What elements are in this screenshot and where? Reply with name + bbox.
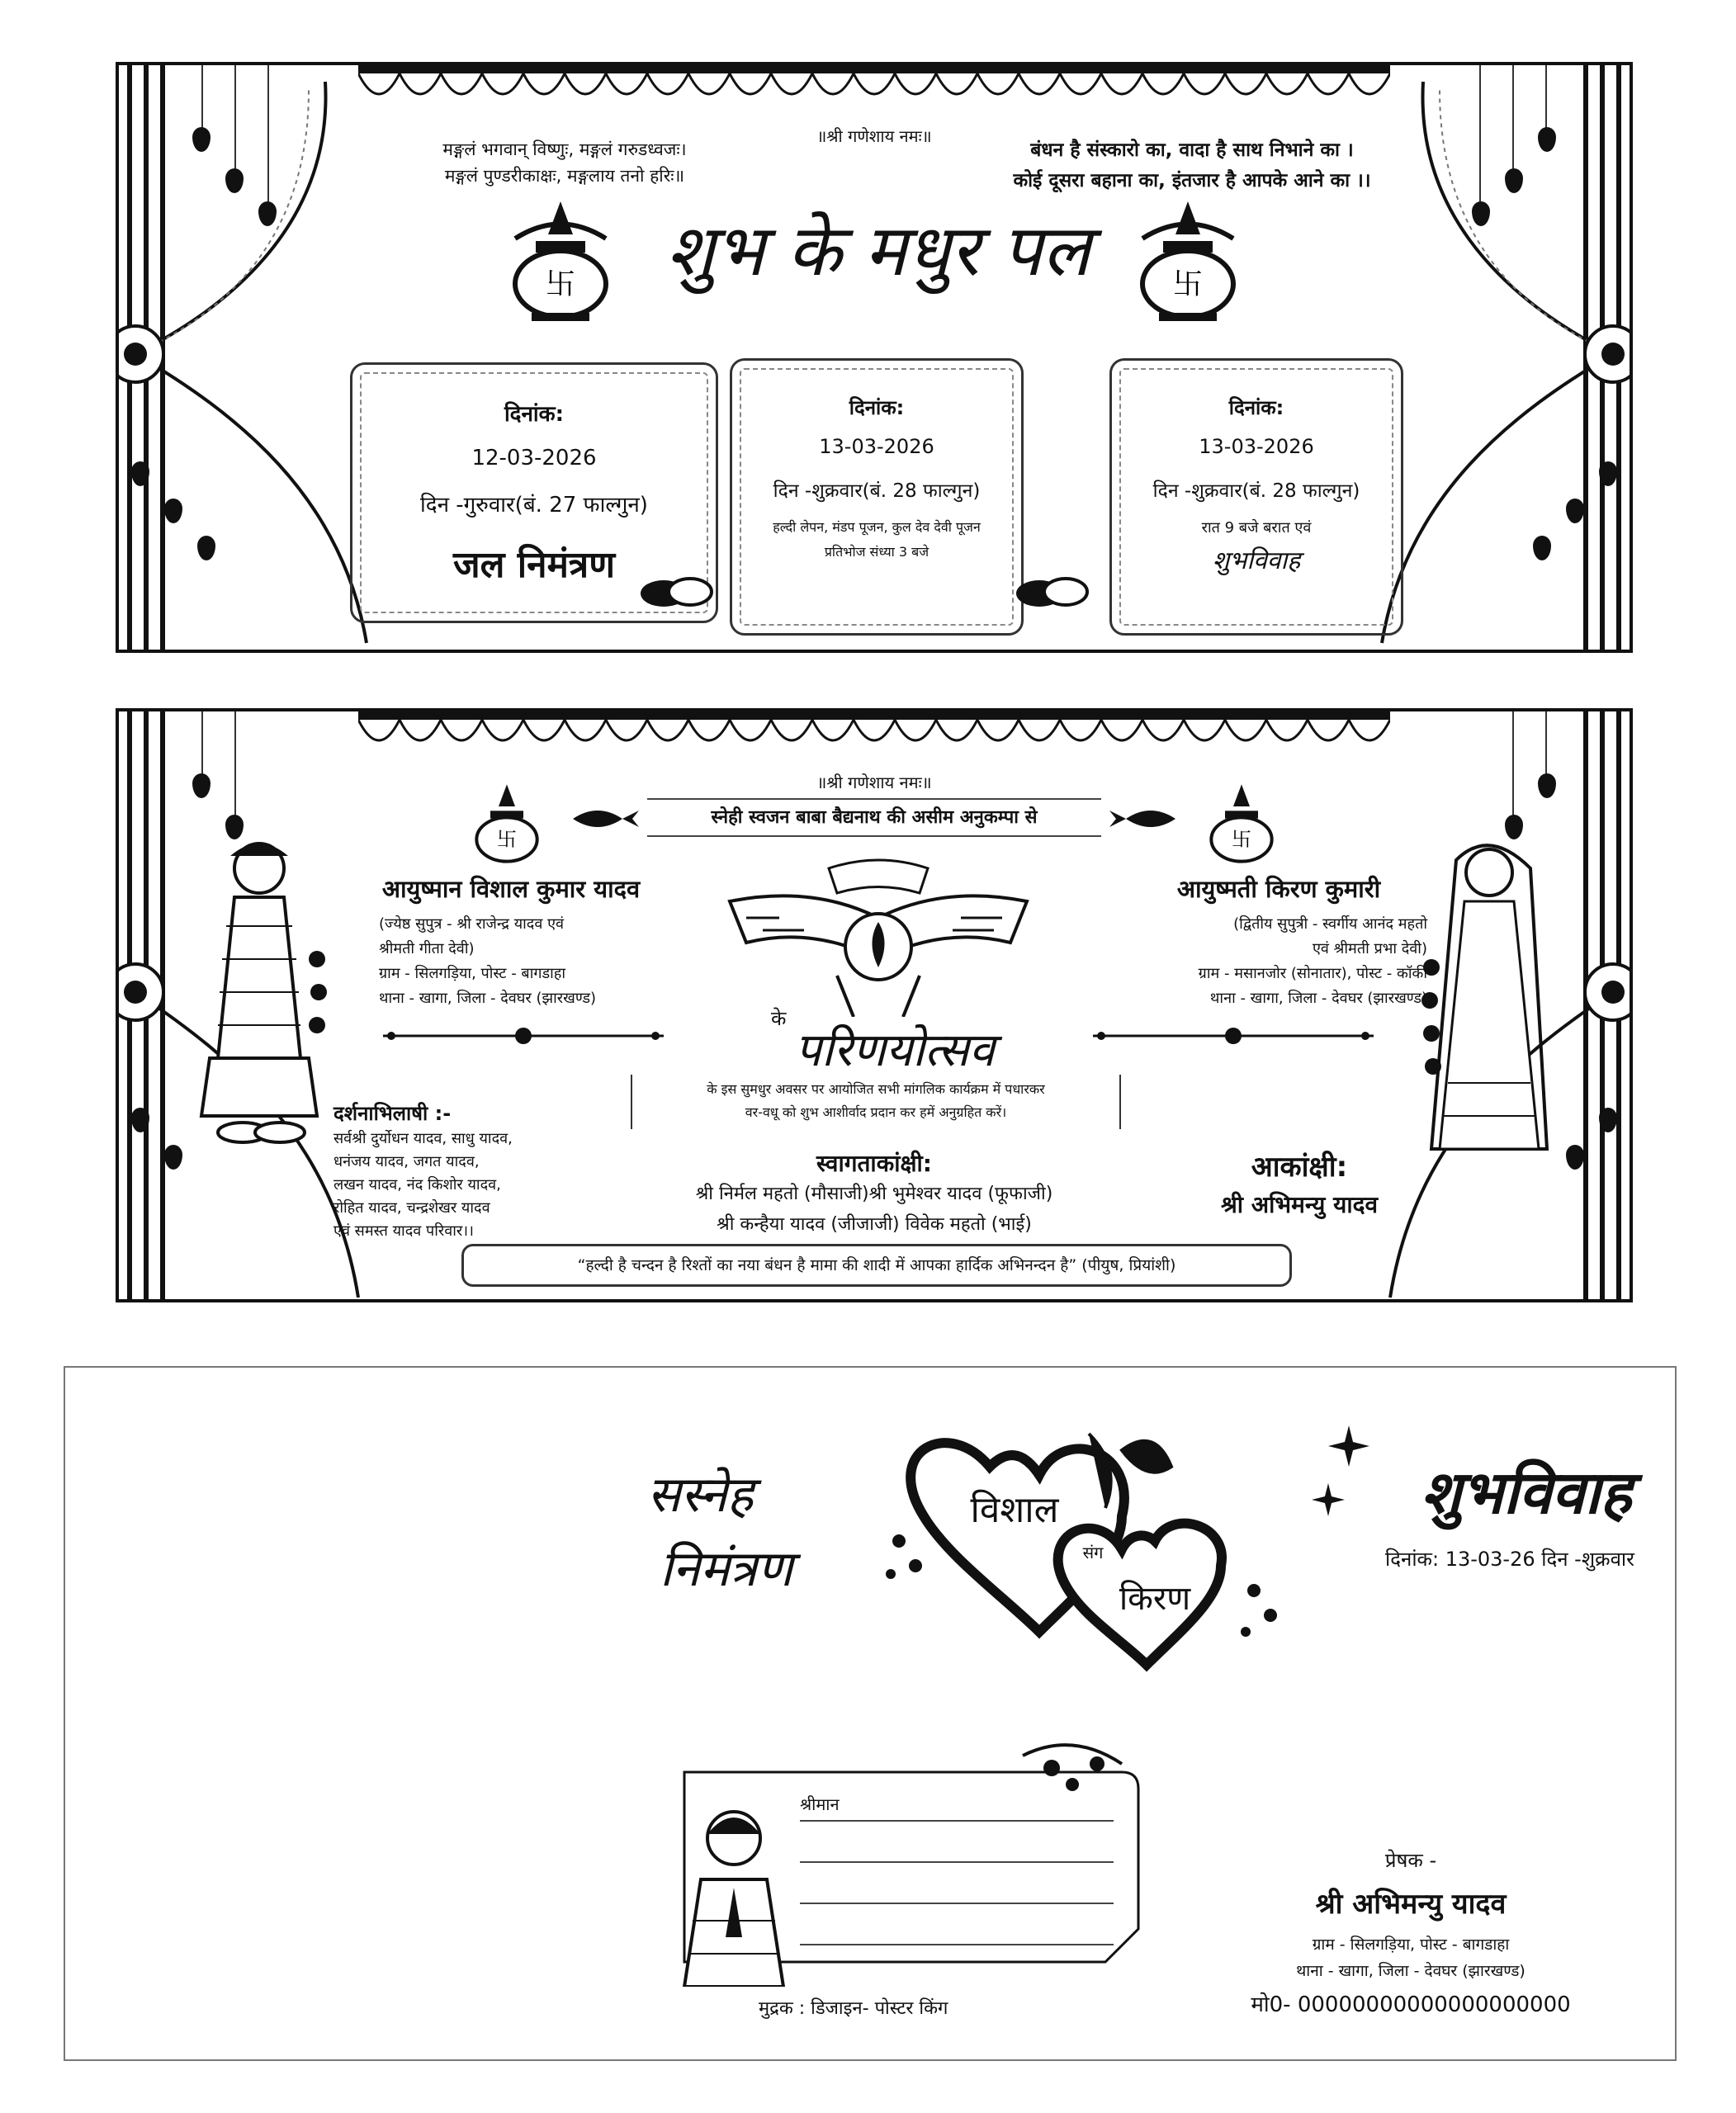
diya-icon [1015,560,1089,610]
day-value: दिन -शुक्रवार(बं. 28 फाल्गुन) [773,480,981,502]
darshan-line-1: सर्वश्री दुर्योधन यादव, साधु यादव, [333,1130,513,1147]
svg-text:卐: 卐 [1172,267,1204,301]
divider-ornament [1093,1023,1374,1048]
card-title: शुभ के मधुर पल [666,210,1090,292]
event-name: जल निमंत्रण [452,544,616,586]
invite-line-2: वर-वधू को शुभ आशीर्वाद प्रदान कर हमें अनुग्रहित करें। [745,1104,1007,1120]
leaf-ornament-icon [573,802,639,835]
diya-icon [639,560,713,610]
event-detail-1: रात 9 बजे बरात एवं [1201,519,1312,537]
day-value: दिन -शुक्रवार(बं. 28 फाल्गुन) [1152,480,1360,502]
address-line [800,1944,1114,1945]
event-detail-2: प्रतिभोज संध्या 3 बजे [824,544,929,560]
groom-name-heart: विशाल [970,1489,1059,1531]
swagat-title: स्वागताकांक्षी: [816,1150,932,1177]
shriman-label: श्रीमान [800,1794,840,1814]
invite-box [631,1075,1121,1129]
date-label: दिनांक: [849,396,905,419]
swagat-line-2: श्री कन्हैया यादव (जीजाजी) विवेक महतो (भाई) [717,1214,1032,1235]
envelope-date: दिनांक: 13-03-26 दिन -शुक्रवार [1385,1548,1634,1571]
bride-detail-3: ग्राम - मसानजोर (सोनातार), पोस्ट - कॉकी [1198,965,1427,982]
printer-credit: मुद्रक : डिजाइन- पोस्टर किंग [759,1998,948,2019]
swagat-line-1: श्री निर्मल महतो (मौसाजी)श्री भुमेश्वर यादव (फूफाजी) [695,1184,1053,1204]
date-box-haldi [730,358,1024,636]
bride-name: आयुष्मती किरण कुमारी [1176,875,1381,903]
sender-name: श्री अभिमन्यु यादव [1315,1888,1507,1921]
sender-mobile: मो0- 00000000000000000000 [1251,1992,1571,2017]
day-value: दिन -गुरुवार(बं. 27 फाल्गुन) [420,493,648,518]
akanshi-title: आकांक्षी: [1251,1151,1348,1184]
sasneh-label: सस्नेह [647,1466,754,1524]
date-box-baraat [1109,358,1403,636]
flower-icon [1312,1483,1345,1516]
kalash-icon [466,778,548,868]
date-label: दिनांक: [1228,396,1284,419]
date-value: 12-03-2026 [471,446,597,470]
couplet-line-2: कोई दूसरा बहाना का, इंतजार है आपके आने का ।। [1013,170,1371,191]
date-label: दिनांक: [504,402,565,427]
darshan-line-5: एवं समस्त यादव परिवार।। [333,1222,474,1240]
sender-label: प्रेषक - [1384,1849,1437,1872]
couplet-line-1: बंधन है संस्कारो का, वादा है साथ निभाने का । [1030,139,1354,161]
ganesh-invocation: ॥श्री गणेशाय नमः॥ [816,126,932,146]
ke-label: के [771,1007,787,1030]
groom-name: आयुष्मान विशाल कुमार यादव [381,875,641,903]
event-detail-1: हल्दी लेपन, मंडप पूजन, कुल देव देवी पूजन [773,519,981,535]
footer-quote: “हल्दी है चन्दन है रिश्तों का नया बंधन है मामा की शादी में आपका हार्दिक अभिनन्दन है” (पीयुष, प्रियांशी) [577,1256,1176,1274]
date-value: 13-03-2026 [1199,435,1314,458]
groom-detail-2: श्रीमती गीता देवी) [379,940,475,957]
darshan-line-2: धनंजय यादव, जगत यादव, [333,1153,480,1170]
address-line [800,1820,1114,1822]
invite-line-1: के इस सुमधुर अवसर पर आयोजित सभी मांगलिक कार्यक्रम में पधारकर [707,1081,1045,1097]
kalash-icon [1126,193,1250,325]
shubh-vivah-title: शुभविवाह [1421,1457,1632,1527]
left-curtain-ornament [119,65,383,650]
groom-detail-4: थाना - खागा, जिला - देवघर (झारखण्ड) [379,990,597,1007]
groom-illustration [177,827,342,1157]
date-value: 13-03-2026 [819,435,934,458]
invitation-card-front [116,62,1633,653]
footer-quote-box [461,1244,1292,1287]
mantra-line-2: मङ्गलं पुण्डरीकाक्षः, मङ्गलाय तनो हरिः॥ [444,166,685,186]
kalash-icon [1200,778,1283,868]
shubh-vivah-logo: शुभविवाह [1212,546,1301,575]
svg-text:卐: 卐 [497,828,517,851]
bride-detail-2: एवं श्रीमती प्रभा देवी) [1312,940,1427,957]
top-fringe-ornament [358,711,1390,769]
sender-address-1: ग्राम - सिलगड़िया, पोस्ट - बागडाहा [1312,1936,1510,1954]
sender-address-2: थाना - खागा, जिला - देवघर (झारखण्ड) [1296,1962,1526,1980]
darshan-line-3: लखन यादव, नंद किशोर यादव, [333,1176,501,1194]
mantra-line-1: मङ्गलं भगवान् विष्णुः, मङ्गलं गरुडध्वजः। [442,139,687,159]
heart-couple-emblem [874,1417,1303,1714]
blessing-line: स्नेही स्वजन बाबा बैद्यनाथ की असीम अनुकम्पा से [711,807,1038,828]
sacred-fire-hands-icon [713,852,1043,1017]
bride-detail-1: (द्वितीय सुपुत्री - स्वर्गीय आनंद महतो [1233,915,1427,933]
top-fringe-ornament [358,65,1390,123]
akanshi-name: श्री अभिमन्यु यादव [1220,1191,1379,1218]
kalash-icon [499,193,622,325]
nimantran-label: निमंत्रण [660,1540,793,1598]
woman-namaste-illustration [668,1797,800,1987]
bride-detail-4: थाना - खागा, जिला - देवघर (झारखण्ड) [1209,990,1427,1007]
ganesh-invocation: ॥श्री गणेशाय नमः॥ [816,773,932,792]
svg-text:卐: 卐 [1232,828,1251,851]
bride-name-heart: किरण [1119,1580,1191,1618]
parinay-title: परिणयोत्सव [795,1023,995,1077]
address-line [800,1861,1114,1863]
groom-detail-3: ग्राम - सिलगड़िया, पोस्ट - बागडाहा [379,965,566,982]
darshan-title: दर्शनाभिलाषी :- [333,1102,452,1125]
leaf-ornament-icon [1109,802,1175,835]
darshan-line-4: रोहित यादव, चन्द्रशेखर यादव [333,1199,490,1217]
invitation-card-inside [116,708,1633,1302]
envelope [64,1366,1677,2061]
divider-ornament [383,1023,664,1048]
groom-detail-1: (ज्येष्ठ सुपुत्र - श्री राजेन्द्र यादव एवं [379,915,565,933]
svg-text:卐: 卐 [545,267,576,301]
sang-label: संग [1082,1543,1104,1562]
address-line [800,1903,1114,1904]
